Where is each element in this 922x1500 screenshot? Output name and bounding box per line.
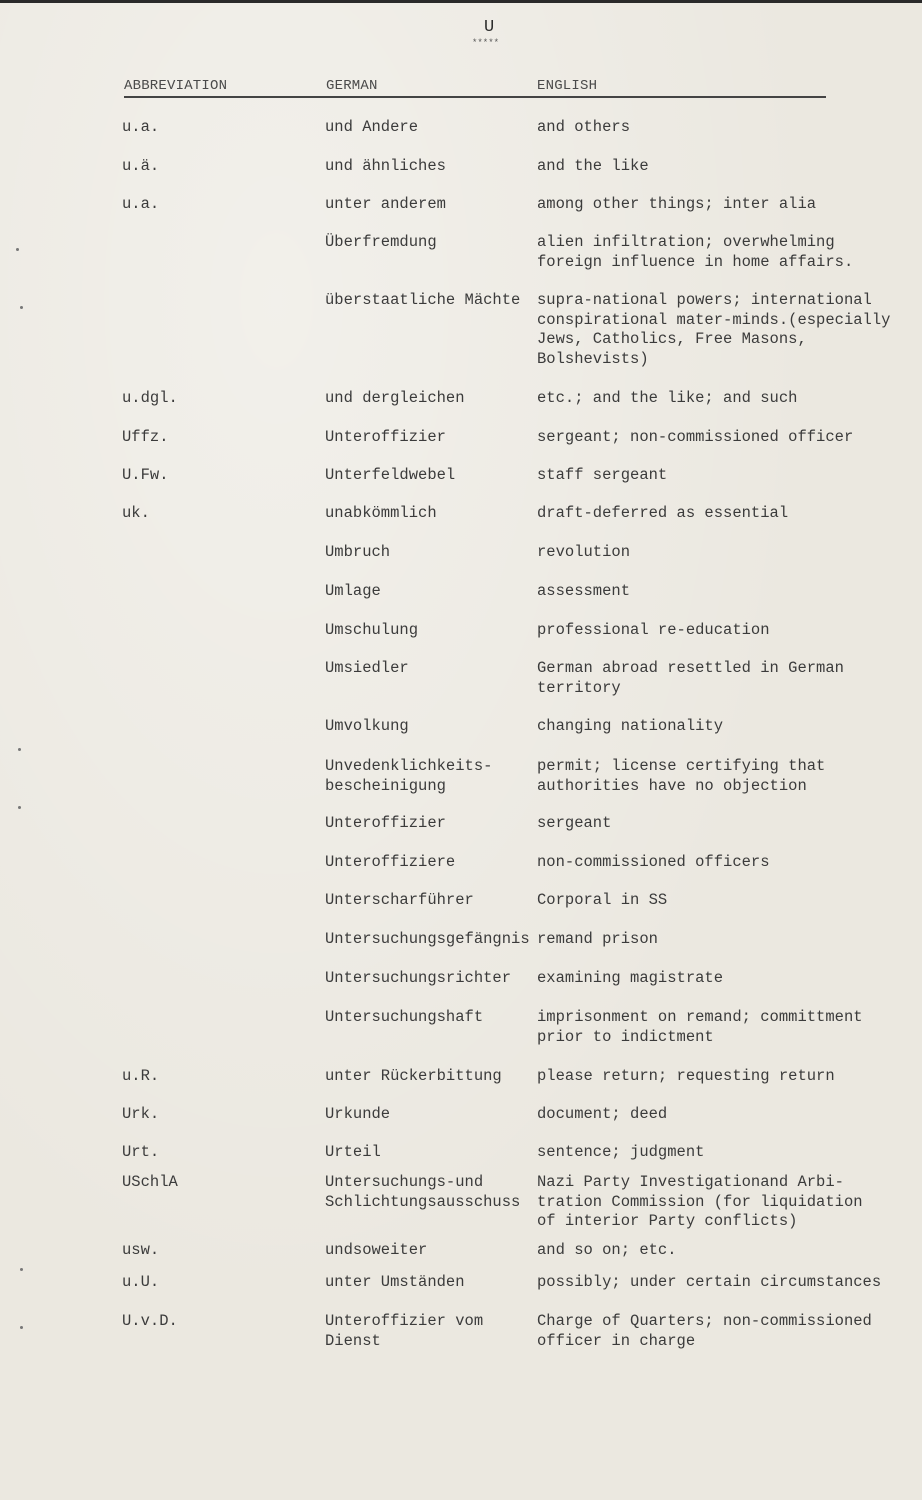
- entry-abbreviation: u.ä.: [122, 157, 160, 175]
- entry-german: undsoweiter: [325, 1241, 428, 1259]
- paper-speck: [16, 248, 19, 251]
- paper-speck: [20, 1268, 23, 1271]
- entry-german: Umlage: [325, 582, 381, 600]
- entry-german: Umbruch: [325, 543, 391, 561]
- entry-english: assessment: [537, 582, 631, 600]
- entry-english: alien infiltration; overwhelming foreign influence in home affairs.: [537, 233, 854, 271]
- section-letter: U: [484, 18, 495, 37]
- entry-english: possibly; under certain circumstances: [537, 1273, 882, 1291]
- entry-english: etc.; and the like; and such: [537, 389, 798, 407]
- entry-english: document; deed: [537, 1105, 668, 1123]
- entry-abbreviation: u.U.: [122, 1273, 160, 1291]
- entry-english: and so on; etc.: [537, 1241, 677, 1259]
- entry-german: Umsiedler: [325, 659, 409, 677]
- entry-english: Charge of Quarters; non-commissioned officer in charge: [537, 1312, 872, 1350]
- header-abbreviation: ABBREVIATION: [124, 78, 228, 94]
- entry-abbreviation: uk.: [122, 504, 150, 522]
- entry-english: changing nationality: [537, 717, 724, 735]
- entry-english: sentence; judgment: [537, 1143, 705, 1161]
- section-stars: *****: [472, 38, 500, 48]
- entry-german: Umvolkung: [325, 717, 409, 735]
- entry-english: examining magistrate: [537, 969, 724, 987]
- entry-english: professional re-education: [537, 621, 770, 639]
- entry-abbreviation: u.dgl.: [122, 389, 178, 407]
- entry-german: Unterfeldwebel: [325, 466, 456, 484]
- entry-english: among other things; inter alia: [537, 195, 817, 213]
- entry-german: Untersuchungsrichter: [325, 969, 512, 987]
- entry-english: imprisonment on remand; committment prior to indictment: [537, 1008, 863, 1046]
- entry-german: Unteroffizier: [325, 814, 446, 832]
- entry-english: and others: [537, 118, 631, 136]
- entry-english: sergeant; non-commissioned officer: [537, 428, 854, 446]
- entry-abbreviation: u.a.: [122, 118, 160, 136]
- entry-abbreviation: usw.: [122, 1241, 160, 1259]
- entry-english: Nazi Party Investigationand Arbi- tration Commission (for liquidation of interior Party conflicts): [537, 1173, 863, 1230]
- entry-abbreviation: Urt.: [122, 1143, 160, 1161]
- entry-german: und ähnliches: [325, 157, 446, 175]
- paper-speck: [20, 1326, 23, 1329]
- entry-abbreviation: Uffz.: [122, 428, 169, 446]
- entry-german: Umschulung: [325, 621, 419, 639]
- entry-english: supra-national powers; international conspirational mater-minds.(especially Jews, Catholics, Free Masons, Bolshevists): [537, 291, 891, 368]
- entry-abbreviation: USchlA: [122, 1173, 178, 1191]
- entry-german: Überfremdung: [325, 233, 437, 251]
- entry-german: Unvedenklichkeits- bescheinigung: [325, 757, 493, 795]
- entry-abbreviation: u.a.: [122, 195, 160, 213]
- entry-german: Unteroffizier vom Dienst: [325, 1312, 484, 1350]
- entry-german: Untersuchungs-und Schlichtungsausschuss: [325, 1173, 521, 1211]
- entry-english: staff sergeant: [537, 466, 668, 484]
- entry-english: remand prison: [537, 930, 658, 948]
- header-english: ENGLISH: [537, 78, 598, 94]
- entry-english: permit; license certifying that authorities have no objection: [537, 757, 826, 795]
- entry-german: Unteroffizier: [325, 428, 446, 446]
- entry-english: please return; requesting return: [537, 1067, 835, 1085]
- header-german: GERMAN: [326, 78, 378, 94]
- entry-german: und dergleichen: [325, 389, 465, 407]
- paper-speck: [20, 306, 23, 309]
- entry-german: und Andere: [325, 118, 419, 136]
- entry-english: sergeant: [537, 814, 612, 832]
- entry-english: revolution: [537, 543, 631, 561]
- entry-abbreviation: U.v.D.: [122, 1312, 178, 1330]
- entry-german: Unteroffiziere: [325, 853, 456, 871]
- entry-german: unter anderem: [325, 195, 446, 213]
- entry-german: Urteil: [325, 1143, 381, 1161]
- entry-german: überstaatliche Mächte: [325, 291, 521, 309]
- entry-english: non-commissioned officers: [537, 853, 770, 871]
- entry-abbreviation: Urk.: [122, 1105, 160, 1123]
- entry-german: Urkunde: [325, 1105, 391, 1123]
- paper-speck: [18, 748, 21, 751]
- entry-german: Untersuchungshaft: [325, 1008, 484, 1026]
- entry-abbreviation: u.R.: [122, 1067, 160, 1085]
- entry-german: unter Rückerbittung: [325, 1067, 502, 1085]
- entry-german: Untersuchungsgefängnis: [325, 930, 530, 948]
- header-underline: [124, 96, 826, 98]
- entry-english: Corporal in SS: [537, 891, 668, 909]
- entry-abbreviation: U.Fw.: [122, 466, 169, 484]
- entry-german: unabkömmlich: [325, 504, 437, 522]
- entry-english: and the like: [537, 157, 649, 175]
- entry-german: Unterscharführer: [325, 891, 474, 909]
- entry-english: draft-deferred as essential: [537, 504, 789, 522]
- paper-speck: [18, 806, 21, 809]
- entry-english: German abroad resettled in German territory: [537, 659, 844, 697]
- entry-german: unter Umständen: [325, 1273, 465, 1291]
- page-top-edge: [0, 0, 922, 3]
